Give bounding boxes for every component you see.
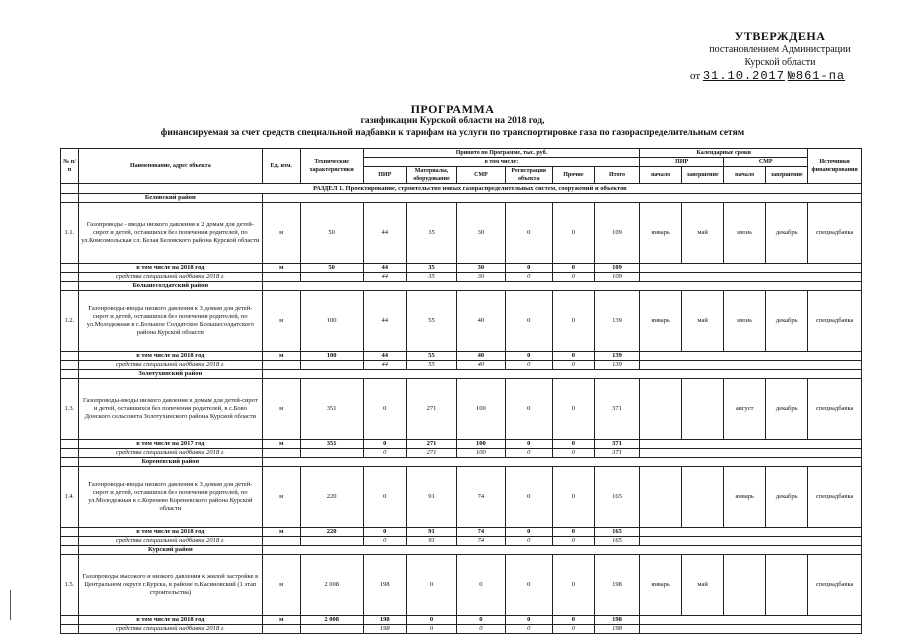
object-reg: 0: [505, 291, 552, 352]
subtotal-reg: 0: [505, 440, 552, 449]
subtotal-materials: 271: [406, 440, 456, 449]
object-num: 1.3.: [61, 379, 79, 440]
subtotal-unit: м: [262, 616, 300, 625]
special-total: 109: [594, 273, 639, 282]
object-smr-start: январь: [724, 467, 766, 528]
approval-line-1: постановлением Администрации: [709, 44, 851, 55]
object-num: 1.4.: [61, 467, 79, 528]
object-source: спецнадбавка: [808, 467, 862, 528]
object-unit: м: [262, 467, 300, 528]
header-reg: Регистрация объекта: [505, 167, 552, 184]
object-pir-start: [640, 379, 682, 440]
subtotal-tech: 2 008: [300, 616, 363, 625]
header-smr-start: начало: [724, 167, 766, 184]
object-source: спецнадбавка: [808, 555, 862, 616]
subtotal-pir: 0: [363, 440, 406, 449]
special-smr: 0: [457, 625, 505, 634]
object-num: 1.2.: [61, 291, 79, 352]
district-row: [61, 282, 862, 291]
approval-stamp: [680, 30, 880, 83]
object-total: 109: [594, 203, 639, 264]
subtotal-smr: 0: [457, 616, 505, 625]
subtotal-materials: 91: [406, 528, 456, 537]
object-num: 1.1.: [61, 203, 79, 264]
header-num: № п/п: [61, 149, 79, 184]
subtotal-row: [61, 616, 862, 625]
special-fund-label: средства специальной надбавки 2018 г.: [78, 361, 262, 370]
special-other: 0: [552, 625, 594, 634]
object-reg: 0: [505, 203, 552, 264]
header-pir: ПИР: [363, 167, 406, 184]
special-reg: 0: [505, 273, 552, 282]
header-smr-end: завершение: [766, 167, 808, 184]
subtotal-other: 0: [552, 264, 594, 273]
subtotal-materials: 55: [406, 352, 456, 361]
object-reg: 0: [505, 467, 552, 528]
subtotal-other: 0: [552, 528, 594, 537]
subtotal-tech: 50: [300, 264, 363, 273]
special-smr: 74: [457, 537, 505, 546]
object-reg: 0: [505, 379, 552, 440]
object-materials: 0: [406, 555, 456, 616]
object-smr-start: июнь: [724, 291, 766, 352]
header-name: Наименование, адрес объекта: [78, 149, 262, 184]
approval-number: №861-па: [787, 69, 846, 83]
special-total: 198: [594, 625, 639, 634]
object-smr-start: июнь: [724, 203, 766, 264]
object-tech: 100: [300, 291, 363, 352]
object-smr: 100: [457, 379, 505, 440]
object-name: Газопроводы высокого и низкого давления к жилой застройке в Центральном округе г.Курска, в районе п.Касиновский (1 этап строительства): [78, 555, 262, 616]
subtotal-materials: 35: [406, 264, 456, 273]
subtotal-smr: 40: [457, 352, 505, 361]
subtotal-pir: 44: [363, 352, 406, 361]
subtotal-materials: 0: [406, 616, 456, 625]
object-name: Газопроводы-вводы низкого давления к 3 домам для детей-сирот и детей, оставшихся без попечения родителей, по ул.Молодежная в с.Большое Солдатское Большесолдатского района Курской области: [78, 291, 262, 352]
object-other: 0: [552, 379, 594, 440]
district-name: Золотухинский район: [78, 370, 262, 379]
approval-line-2: Курской области: [744, 57, 816, 68]
object-smr-start: [724, 555, 766, 616]
special-fund-label: средства специальной надбавки 2018 г.: [78, 625, 262, 634]
object-unit: м: [262, 379, 300, 440]
subtotal-total: 198: [594, 616, 639, 625]
object-smr-end: декабрь: [766, 379, 808, 440]
header-terms-smr: СМР: [724, 158, 808, 167]
title-line-3: финансируемая за счет средств специальной надбавки к тарифам на услуги по транспортировке газа по газораспределительным сетям: [160, 128, 745, 138]
object-unit: м: [262, 203, 300, 264]
subtotal-tech: 351: [300, 440, 363, 449]
district-row: [61, 194, 862, 203]
special-reg: 0: [505, 361, 552, 370]
subtotal-row: [61, 264, 862, 273]
object-pir-end: май: [682, 203, 724, 264]
approval-heading: УТВЕРЖДЕНА: [734, 29, 826, 43]
subtotal-label: в том числе на 2018 год: [78, 616, 262, 625]
title-line-2: газификации Курской области на 2018 год,: [360, 116, 545, 126]
subtotal-unit: м: [262, 264, 300, 273]
special-smr: 40: [457, 361, 505, 370]
header-terms: Календарные сроки: [640, 149, 808, 158]
object-smr-end: декабрь: [766, 467, 808, 528]
date-prefix: от: [690, 70, 701, 82]
special-materials: 0: [406, 625, 456, 634]
page-edge-mark: [10, 590, 11, 620]
object-total: 198: [594, 555, 639, 616]
object-pir-start: январь: [640, 203, 682, 264]
district-name: Большесолдатский район: [78, 282, 262, 291]
subtotal-row: [61, 440, 862, 449]
subtotal-pir: 0: [363, 528, 406, 537]
object-total: 139: [594, 291, 639, 352]
district-name: Беловский район: [78, 194, 262, 203]
subtotal-reg: 0: [505, 616, 552, 625]
subtotal-other: 0: [552, 352, 594, 361]
header-smr: СМР: [457, 167, 505, 184]
special-pir: 44: [363, 273, 406, 282]
special-smr: 100: [457, 449, 505, 458]
object-unit: м: [262, 291, 300, 352]
subtotal-label: в том числе на 2018 год: [78, 528, 262, 537]
object-row: [61, 203, 862, 264]
object-smr: 0: [457, 555, 505, 616]
object-pir: 44: [363, 203, 406, 264]
subtotal-reg: 0: [505, 264, 552, 273]
object-tech: 351: [300, 379, 363, 440]
object-pir-start: январь: [640, 555, 682, 616]
district-name: Кореневский район: [78, 458, 262, 467]
object-pir-start: [640, 467, 682, 528]
special-fund-label: средства специальной надбавки 2018 г.: [78, 273, 262, 282]
object-name: Газопроводы-вводы низкого давления к домам для детей-сирот и детей, оставшихся без попечения родителей, в с.Бово Донского сельсовета Золотухинского района Курской области: [78, 379, 262, 440]
special-reg: 0: [505, 537, 552, 546]
subtotal-row: [61, 528, 862, 537]
subtotal-total: 371: [594, 440, 639, 449]
special-reg: 0: [505, 625, 552, 634]
object-tech: 220: [300, 467, 363, 528]
subtotal-pir: 44: [363, 264, 406, 273]
object-smr: 40: [457, 291, 505, 352]
subtotal-smr: 30: [457, 264, 505, 273]
special-fund-label: средства специальной надбавки 2018 г.: [78, 449, 262, 458]
subtotal-unit: м: [262, 352, 300, 361]
subtotal-total: 165: [594, 528, 639, 537]
special-total: 165: [594, 537, 639, 546]
object-pir-end: [682, 379, 724, 440]
object-total: 371: [594, 379, 639, 440]
district-row: [61, 458, 862, 467]
header-incl: в том числе:: [363, 158, 639, 167]
subtotal-label: в том числе на 2017 год: [78, 440, 262, 449]
object-row: [61, 291, 862, 352]
subtotal-unit: м: [262, 528, 300, 537]
header-total: Итого: [594, 167, 639, 184]
special-fund-label: средства специальной надбавки 2018 г.: [78, 537, 262, 546]
object-pir: 198: [363, 555, 406, 616]
special-fund-row: [61, 449, 862, 458]
header-source: Источники финансирования: [808, 149, 862, 184]
object-materials: 271: [406, 379, 456, 440]
document-title: [0, 103, 905, 139]
object-materials: 35: [406, 203, 456, 264]
header-tech: Технические характеристики: [300, 149, 363, 184]
object-tech: 2 008: [300, 555, 363, 616]
special-fund-row: [61, 361, 862, 370]
object-other: 0: [552, 203, 594, 264]
header-pir-end: завершение: [682, 167, 724, 184]
district-row: [61, 546, 862, 555]
special-fund-row: [61, 537, 862, 546]
object-smr-start: август: [724, 379, 766, 440]
subtotal-unit: м: [262, 440, 300, 449]
special-other: 0: [552, 537, 594, 546]
object-materials: 91: [406, 467, 456, 528]
object-source: спецнадбавка: [808, 291, 862, 352]
object-row: [61, 467, 862, 528]
object-other: 0: [552, 291, 594, 352]
object-smr-end: декабрь: [766, 203, 808, 264]
special-materials: 55: [406, 361, 456, 370]
special-reg: 0: [505, 449, 552, 458]
object-smr-end: декабрь: [766, 291, 808, 352]
district-name: Курский район: [78, 546, 262, 555]
header-terms-pir: ПИР: [640, 158, 724, 167]
object-pir: 0: [363, 467, 406, 528]
approval-date: 31.10.2017: [702, 69, 785, 83]
subtotal-other: 0: [552, 440, 594, 449]
header-other: Прочие: [552, 167, 594, 184]
section-title: РАЗДЕЛ 1. Проектирование, строительство новых газораспределительных систем, сооружений и объектов: [78, 184, 861, 194]
subtotal-row: [61, 352, 862, 361]
subtotal-reg: 0: [505, 352, 552, 361]
special-total: 371: [594, 449, 639, 458]
object-pir-start: январь: [640, 291, 682, 352]
object-smr-end: [766, 555, 808, 616]
program-table: [60, 148, 862, 634]
object-pir: 44: [363, 291, 406, 352]
object-num: 1.5.: [61, 555, 79, 616]
special-pir: 44: [363, 361, 406, 370]
object-pir: 0: [363, 379, 406, 440]
subtotal-tech: 220: [300, 528, 363, 537]
subtotal-other: 0: [552, 616, 594, 625]
special-materials: 271: [406, 449, 456, 458]
subtotal-total: 109: [594, 264, 639, 273]
subtotal-pir: 198: [363, 616, 406, 625]
subtotal-tech: 100: [300, 352, 363, 361]
special-fund-row: [61, 625, 862, 634]
object-other: 0: [552, 555, 594, 616]
special-fund-row: [61, 273, 862, 282]
header-materials: Материалы, оборудование: [406, 167, 456, 184]
header-price: Принято по Программе, тыс. руб.: [363, 149, 639, 158]
object-reg: 0: [505, 555, 552, 616]
object-name: Газопроводы - вводы низкого давления к 2 домам для детей-сирот и детей, оставшихся без попечения родителей, по ул.Комсомольская сл. Белая Беловского района Курской области: [78, 203, 262, 264]
header-pir-start: начало: [640, 167, 682, 184]
object-pir-end: май: [682, 291, 724, 352]
object-unit: м: [262, 555, 300, 616]
header-unit: Ед. изм.: [262, 149, 300, 184]
special-total: 139: [594, 361, 639, 370]
object-other: 0: [552, 467, 594, 528]
special-materials: 35: [406, 273, 456, 282]
object-pir-end: [682, 467, 724, 528]
object-source: спецнадбавка: [808, 379, 862, 440]
approval-date-line: [680, 70, 880, 83]
subtotal-smr: 74: [457, 528, 505, 537]
special-pir: 198: [363, 625, 406, 634]
object-pir-end: май: [682, 555, 724, 616]
object-smr: 74: [457, 467, 505, 528]
district-row: [61, 370, 862, 379]
object-name: Газопроводы-вводы низкого давления к 3 домам для детей-сирот и детей, оставшихся без попечения родителей, по ул.Молодежная в с.Коренево Кореневского района Курской области: [78, 467, 262, 528]
special-pir: 0: [363, 537, 406, 546]
subtotal-label: в том числе на 2018 год: [78, 264, 262, 273]
subtotal-total: 139: [594, 352, 639, 361]
object-source: спецнадбавка: [808, 203, 862, 264]
subtotal-label: в том числе на 2018 год: [78, 352, 262, 361]
object-total: 165: [594, 467, 639, 528]
subtotal-reg: 0: [505, 528, 552, 537]
special-other: 0: [552, 273, 594, 282]
object-smr: 30: [457, 203, 505, 264]
special-materials: 91: [406, 537, 456, 546]
object-row: [61, 555, 862, 616]
subtotal-smr: 100: [457, 440, 505, 449]
special-pir: 0: [363, 449, 406, 458]
object-row: [61, 379, 862, 440]
special-other: 0: [552, 361, 594, 370]
object-materials: 55: [406, 291, 456, 352]
object-tech: 50: [300, 203, 363, 264]
special-smr: 30: [457, 273, 505, 282]
special-other: 0: [552, 449, 594, 458]
title-line-1: ПРОГРАММА: [410, 102, 495, 116]
